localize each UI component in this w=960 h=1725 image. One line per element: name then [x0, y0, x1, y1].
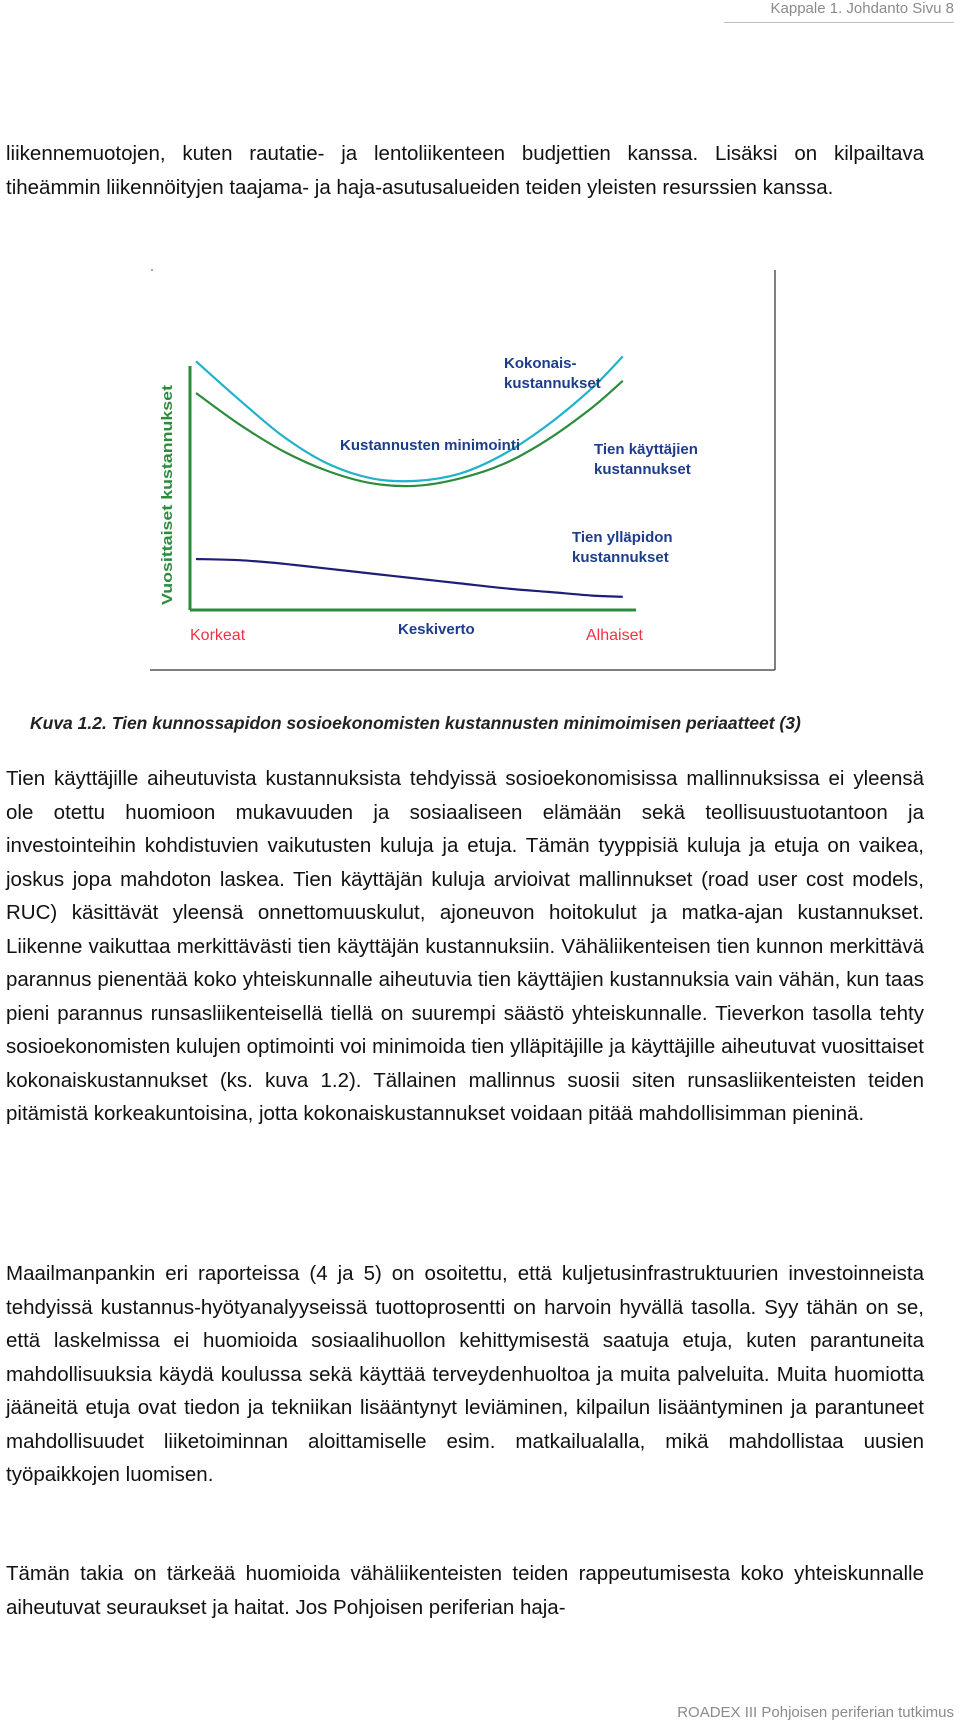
category-label-average: Keskiverto — [398, 621, 475, 638]
figure-caption: Kuva 1.2. Tien kunnossapidon sosioekonomisten kustannusten minimoimisen periaatteet (3) — [30, 713, 801, 733]
category-label-high: Korkeat — [190, 627, 246, 644]
paragraph-3: Maailmanpankin eri raporteissa (4 ja 5) on osoitettu, että kuljetusinfrastruktuurien investoinneista tehdyissä kustannus-hyötyanalyyseissä tuottoprosentti on harvoin hyvällä tasolla. Syy tähän on se, että laskelmissa ei huomioida sosiaalihuollon kehittymisestä saatuja etuja, kuten parantuneita mahdollisuuksia käydä koulussa sekä käyttää terveydenhuoltoa ja muita palveluita. Muita huomiotta jääneitä etuja ovat tiedon ja tekniikan lisääntynyt leviäminen, kilpailun lisääntyminen ja parantuneet mahdollisuudet liiketoiminnan aloittamiselle esim. matkailualalla, mikä mahdollistaa uusien työpaikkojen luomisen. — [6, 1262, 924, 1486]
label-total-costs-line1: Kokonais- — [504, 355, 577, 372]
y-axis-label: Vuosittaiset kustannukset — [159, 419, 176, 605]
page-header — [724, 0, 954, 23]
paragraph-1: liikennemuotojen, kuten rautatie- ja lentoliikenteen budjettien kanssa. Lisäksi on kilpailtava tiheämmin liikennöityjen taajama- ja haja-asutusalueiden teiden yleisten resurssien kanssa. — [6, 142, 924, 199]
label-maintenance-costs-line2: kustannukset — [572, 549, 669, 566]
paragraph-2: Tien käyttäjille aiheutuvista kustannuksista tehdyissä sosioekonomisissa mallinnuksissa ei yleensä ole otettu huomioon mukavuuden ja sosiaaliseen elämään sekä teollisuustuotantoon ja investointeihin kohdistuvien vaikutusten kuluja ja etuja. Tämän tyyppisiä kuluja ja etuja on vaikea, joskus jopa mahdoton laskea. Tien käyttäjän kuluja arvioivat mallinnukset (road user cost models, RUC) käsittävät yleensä onnettomuuskulut, ajoneuvon hoitokulut ja matka-ajan kustannukset. Liikenne vaikuttaa merkittävästi tien käyttäjän kustannuksiin. Vähäliikenteisen tien kunnon merkittävä parannus pienentää koko yhteiskunnalle aiheutuvia tien käyttäjien kustannuksia vain vähän, kun taas pieni parannus runsasliikenteisellä tiellä on suurempi säästö yhteiskunnalle. Tieverkon tasolla tehty sosioekonomisten kulujen optimointi voi minimoida tien ylläpitäjille ja käyttäjille aiheutuvat vuosittaiset kokonaiskustannukset (ks. kuva 1.2). Tällainen mallinnus suosii siten runsasliikenteisten teiden pitämistä korkeakuntoisina, jotta kokonaiskustannukset voidaan pitää mahdollisimman pieninä. — [6, 767, 924, 1125]
series-line-user-costs — [196, 381, 623, 486]
series-line-maintenance-costs — [196, 559, 623, 597]
label-maintenance-costs-line1: Tien ylläpidon — [572, 529, 673, 546]
chart-title: Kustannusten minimointi — [340, 437, 520, 454]
paragraph-4: Tämän takia on tärkeää huomioida vähäliikenteisten teiden rappeutumisesta koko yhteiskunnalle aiheutuvat seuraukset ja haitat. Jos Pohjoisen periferian haja- — [6, 1562, 924, 1619]
category-label-low: Alhaiset — [586, 627, 643, 644]
frame-dot — [151, 269, 153, 271]
label-user-costs-line2: kustannukset — [594, 461, 691, 478]
label-total-costs-line2: kustannukset — [504, 375, 601, 392]
label-user-costs-line1: Tien käyttäjien — [594, 441, 698, 458]
figure-cost-minimization — [148, 268, 778, 672]
cost-chart — [148, 268, 778, 672]
page-footer — [677, 1704, 954, 1721]
header-text: Kappale 1. Johdanto Sivu 8 — [770, 0, 954, 17]
footer-text: ROADEX III Pohjoisen periferian tutkimus — [677, 1704, 954, 1721]
